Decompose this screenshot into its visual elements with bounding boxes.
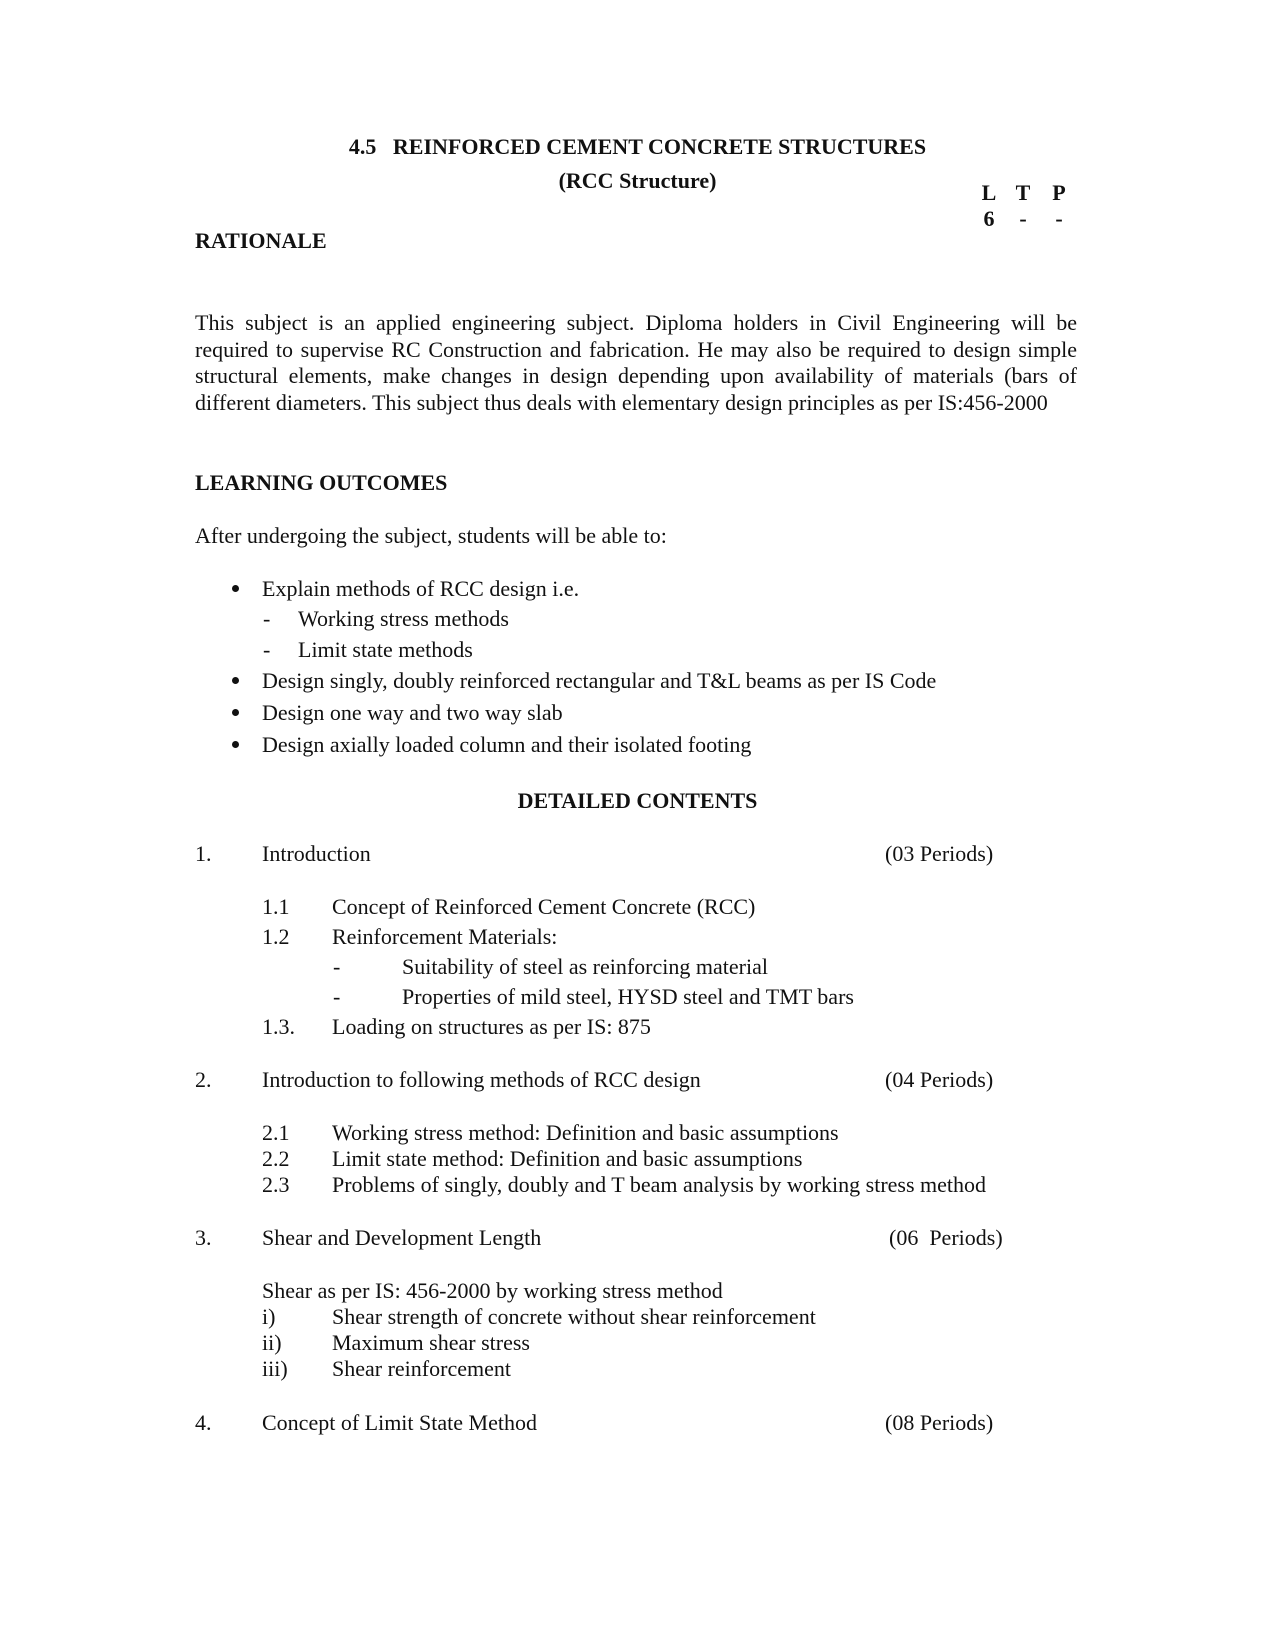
item-number: 1.1: [262, 894, 290, 919]
dash-icon: -: [263, 606, 271, 631]
item-number: 1.2: [262, 924, 290, 949]
section-number: 3.: [195, 1225, 212, 1250]
ltp-label-l: L: [981, 180, 997, 205]
learning-outcomes-intro: After undergoing the subject, students will be able to:: [195, 523, 667, 548]
ltp-label-p: P: [1052, 180, 1066, 205]
dash-icon: -: [333, 984, 341, 1009]
item-number: 2.3: [262, 1172, 290, 1197]
bullet-icon: [232, 709, 239, 716]
detailed-contents-heading: DETAILED CONTENTS: [517, 788, 758, 813]
item-text: Shear reinforcement: [332, 1356, 511, 1381]
learning-outcomes-heading: LEARNING OUTCOMES: [195, 470, 448, 495]
list-item: Explain methods of RCC design i.e.: [262, 576, 580, 601]
item-text: Maximum shear stress: [332, 1330, 530, 1355]
item-subtext: Properties of mild steel, HYSD steel and TMT bars: [402, 984, 854, 1009]
section-number: 2.: [195, 1067, 212, 1092]
list-subitem: Limit state methods: [298, 637, 473, 662]
item-number: 1.3.: [262, 1014, 295, 1039]
section-intro: Shear as per IS: 456-2000 by working stress method: [262, 1278, 723, 1303]
ltp-value-t: -: [1019, 206, 1027, 231]
rationale-heading: RATIONALE: [195, 228, 327, 253]
dash-icon: -: [333, 954, 341, 979]
bullet-icon: [232, 585, 239, 592]
ltp-value-l: 6: [983, 206, 995, 231]
page-title: 4.5 REINFORCED CEMENT CONCRETE STRUCTURES: [348, 134, 927, 159]
list-item: Design one way and two way slab: [262, 700, 563, 725]
section-number: 1.: [195, 841, 212, 866]
section-periods: (08 Periods): [885, 1410, 994, 1435]
item-text: Concept of Reinforced Cement Concrete (RCC): [332, 894, 756, 919]
item-text: Shear strength of concrete without shear reinforcement: [332, 1304, 816, 1329]
section-periods: (03 Periods): [885, 841, 994, 866]
item-number: i): [262, 1304, 276, 1329]
section-title: Introduction to following methods of RCC design: [262, 1067, 701, 1092]
item-text: Problems of singly, doubly and T beam analysis by working stress method: [332, 1172, 987, 1197]
item-number: ii): [262, 1330, 282, 1355]
list-subitem: Working stress methods: [298, 606, 509, 631]
section-title: Concept of Limit State Method: [262, 1410, 537, 1435]
list-item: Design singly, doubly reinforced rectangular and T&L beams as per IS Code: [262, 668, 937, 693]
item-text: Reinforcement Materials:: [332, 924, 558, 949]
item-number: 2.1: [262, 1120, 290, 1145]
section-title: Shear and Development Length: [262, 1225, 542, 1250]
item-number: 2.2: [262, 1146, 290, 1171]
list-item: Design axially loaded column and their isolated footing: [262, 732, 752, 757]
section-title: Introduction: [262, 841, 371, 866]
item-subtext: Suitability of steel as reinforcing material: [402, 954, 768, 979]
ltp-label-t: T: [1015, 180, 1031, 205]
item-number: iii): [262, 1356, 288, 1381]
item-text: Working stress method: Definition and basic assumptions: [332, 1120, 839, 1145]
bullet-icon: [232, 677, 239, 684]
item-text: Loading on structures as per IS: 875: [332, 1014, 651, 1039]
ltp-value-p: -: [1055, 206, 1063, 231]
page-subtitle: (RCC Structure): [558, 168, 717, 193]
section-number: 4.: [195, 1410, 212, 1435]
rationale-paragraph: This subject is an applied engineering subject. Diploma holders in Civil Engineering will be required to supervise RC Construction and fabrication. He may also be required to design simple structural elements, make changes in design depending upon availability of materials (bars of different diameters. This subject thus deals with elementary design principles as per IS:456-2000: [195, 310, 1077, 415]
section-periods: (06 Periods): [889, 1225, 1003, 1250]
bullet-icon: [232, 741, 239, 748]
dash-icon: -: [263, 637, 271, 662]
item-text: Limit state method: Definition and basic assumptions: [332, 1146, 803, 1171]
section-periods: (04 Periods): [885, 1067, 994, 1092]
